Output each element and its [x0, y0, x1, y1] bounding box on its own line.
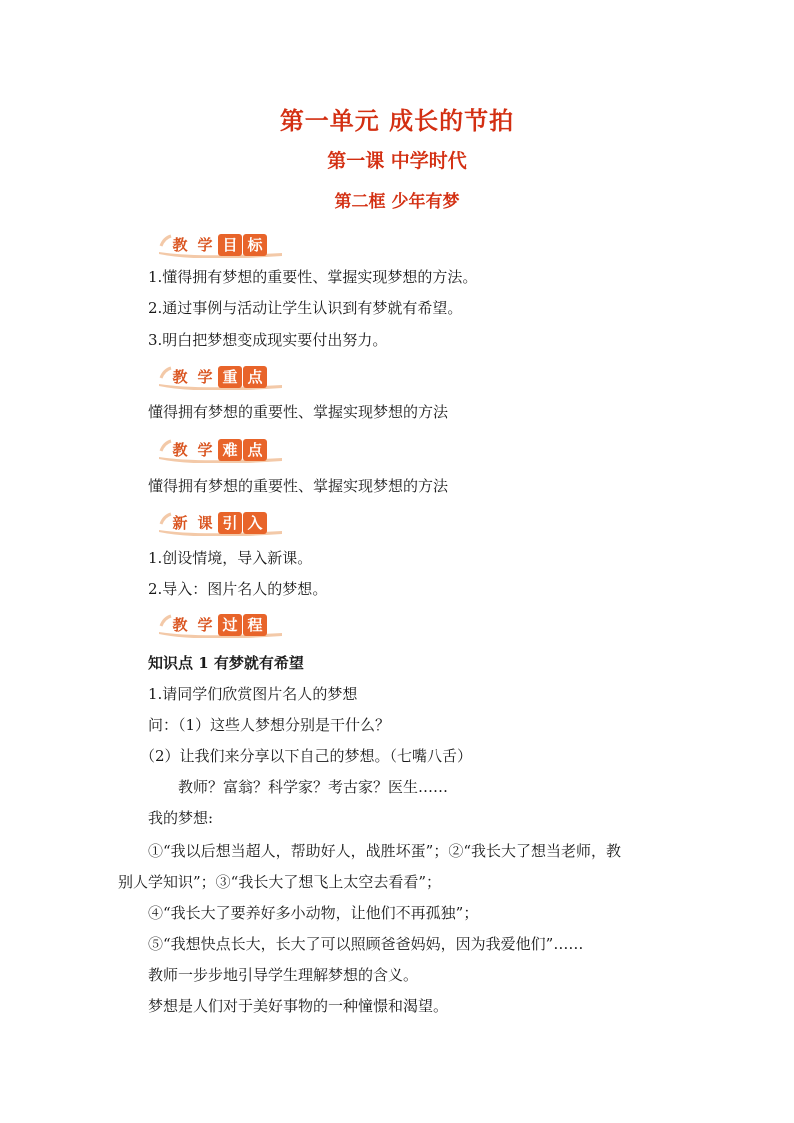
badge-char: 点: [243, 366, 267, 388]
unit-title: 第一单元 成长的节拍: [279, 107, 515, 135]
lesson-title: 第一课 中学时代: [327, 150, 467, 172]
badge-char: 新: [172, 514, 188, 532]
badge-char: 教: [172, 236, 188, 254]
badge-char: 难: [218, 439, 242, 461]
process-line: ⑤“我想快点长大，长大了可以照顾爸爸妈妈，因为我爱他们”……: [148, 935, 584, 953]
badge-char: 重: [218, 366, 242, 388]
key-points-badge: [157, 364, 287, 390]
badge-char: 学: [197, 236, 213, 254]
difficulties-badge: [157, 437, 287, 463]
difficulties-text: 懂得拥有梦想的重要性、掌握实现梦想的方法: [148, 477, 449, 495]
process-line: 教师？富翁？科学家？考古家？医生……: [178, 778, 449, 796]
process-line: 梦想是人们对于美好事物的一种憧憬和渴望。: [148, 997, 449, 1015]
key-points-text: 懂得拥有梦想的重要性、掌握实现梦想的方法: [148, 403, 449, 421]
badge-char: 引: [218, 512, 242, 534]
introduction-item: 2.导入：图片名人的梦想。: [148, 580, 328, 598]
badge-char: 程: [243, 614, 267, 636]
process-line: 我的梦想:: [148, 809, 214, 827]
knowledge-point-heading: 知识点 1 有梦就有希望: [148, 654, 304, 672]
badge-char: 教: [172, 441, 188, 459]
badge-char: 教: [172, 616, 188, 634]
introduction-item: 1.创设情境，导入新课。: [148, 549, 313, 567]
process-badge: [157, 612, 287, 638]
badge-char: 标: [243, 234, 267, 256]
badge-char: 教: [172, 368, 188, 386]
badge-char: 目: [218, 234, 242, 256]
process-line: （2）让我们来分享以下自己的梦想。（七嘴八舌）: [140, 747, 473, 765]
badge-char: 过: [218, 614, 242, 636]
process-line: ④“我长大了要养好多小动物，让他们不再孤独”；: [148, 904, 479, 922]
process-line: ①“我以后想当超人，帮助好人，战胜坏蛋”；②“我长大了想当老师，教: [148, 842, 622, 860]
badge-char: 入: [243, 512, 267, 534]
process-line: 教师一步步地引导学生理解梦想的含义。: [148, 966, 419, 984]
objective-item: 2.通过事例与活动让学生认识到有梦就有希望。: [148, 299, 463, 317]
process-line: 1.请同学们欣赏图片名人的梦想: [148, 685, 358, 703]
section-title: 第二框 少年有梦: [334, 192, 460, 212]
badge-char: 学: [197, 368, 213, 386]
badge-char: 学: [197, 616, 213, 634]
objectives-badge: [157, 232, 287, 258]
process-line: 问：（1）这些人梦想分别是干什么？: [148, 716, 391, 734]
objective-item: 1.懂得拥有梦想的重要性、掌握实现梦想的方法。: [148, 268, 478, 286]
badge-char: 课: [197, 514, 213, 532]
introduction-badge: [157, 510, 287, 536]
process-line: 别人学知识”；③“我长大了想飞上太空去看看”；: [118, 873, 442, 891]
objective-item: 3.明白把梦想变成现实要付出努力。: [148, 331, 388, 349]
badge-char: 点: [243, 439, 267, 461]
badge-char: 学: [197, 441, 213, 459]
